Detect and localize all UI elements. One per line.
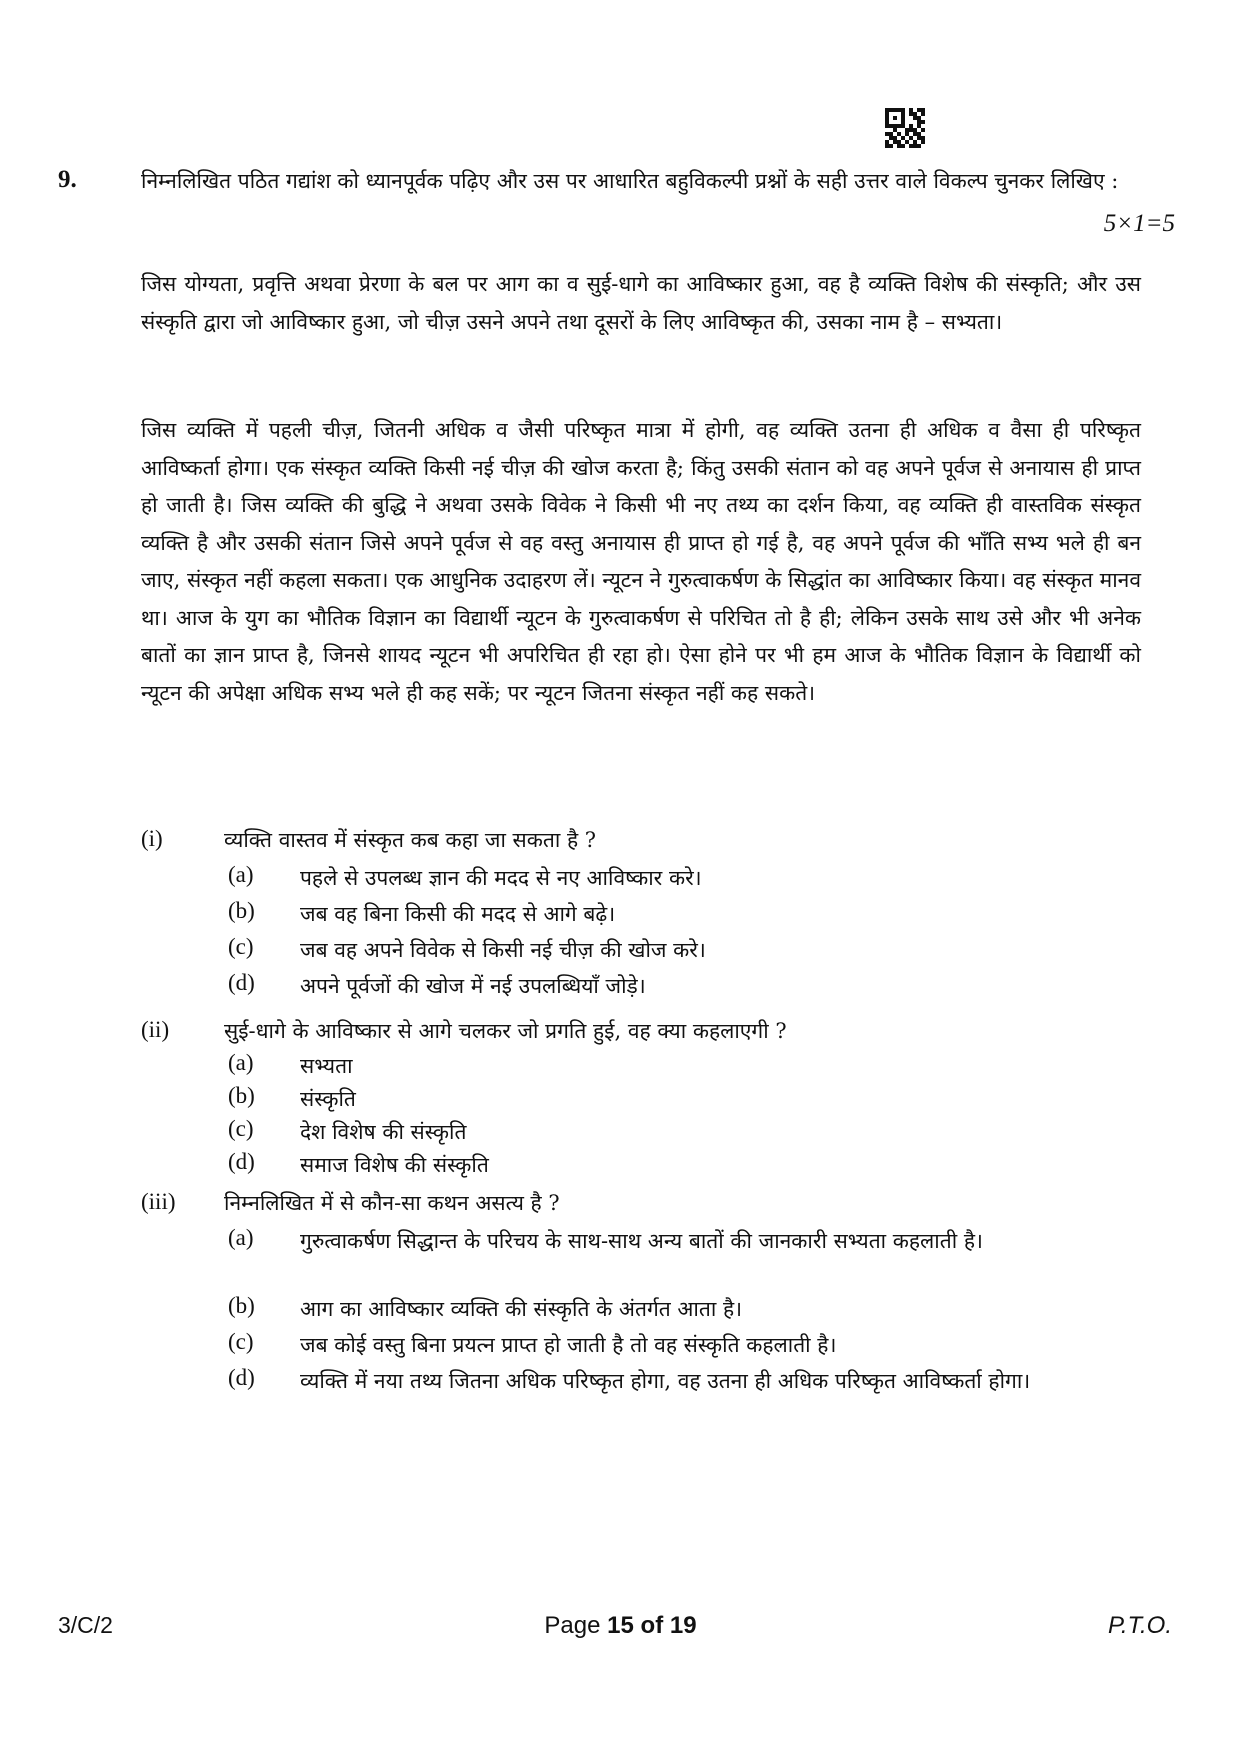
option-text: व्यक्ति में नया तथ्य जितना अधिक परिष्कृत होगा, वह उतना ही अधिक परिष्कृत आविष्कर्ता होगा।: [300, 1369, 1031, 1393]
option-text: जब कोई वस्तु बिना प्रयत्न प्राप्त हो जाती है तो वह संस्कृति कहलाती है।: [300, 1333, 837, 1357]
option-label: (c): [228, 1329, 254, 1354]
subquestion-stem: निम्नलिखित में से कौन-सा कथन असत्य है ?: [224, 1191, 560, 1215]
pto-label: P.T.O.: [1107, 1612, 1172, 1639]
subquestion-stem: सुई-धागे के आविष्कार से आगे चलकर जो प्रगति हुई, वह क्या कहलाएगी ?: [224, 1019, 787, 1043]
option-text: गुरुत्वाकर्षण सिद्धान्त के परिचय के साथ-साथ अन्य बातों की जानकारी सभ्यता कहलाती है।: [300, 1229, 983, 1253]
option-label: (d): [228, 1365, 255, 1390]
option-text: संस्कृति: [300, 1087, 356, 1111]
subquestion-stem: व्यक्ति वास्तव में संस्कृत कब कहा जा सकता है ?: [224, 828, 597, 852]
option-label: (b): [228, 1083, 255, 1108]
option-text: अपने पूर्वजों की खोज में नई उपलब्धियाँ जोड़े।: [300, 974, 646, 998]
page-current: 15: [607, 1612, 634, 1639]
page-total: 19: [669, 1612, 697, 1639]
option-text: सभ्यता: [300, 1054, 353, 1078]
question-marks: 5×1=5: [1103, 210, 1175, 237]
paper-code: 3/C/2: [58, 1612, 113, 1638]
option-text: जब वह बिना किसी की मदद से आगे बढ़े।: [300, 902, 616, 926]
subquestion-number: (ii): [141, 1017, 170, 1042]
option-label: (d): [228, 1149, 255, 1174]
option-label: (c): [228, 1116, 254, 1141]
option-text: पहले से उपलब्ध ज्ञान की मदद से नए आविष्कार करे।: [300, 866, 702, 890]
passage-paragraph: जिस योग्यता, प्रवृत्ति अथवा प्रेरणा के बल पर आग का व सुई-धागे का आविष्कार हुआ, वह है व्यक्ति विशेष की संस्कृति; और उस संस्कृति द्वारा जो आविष्कार हुआ, जो चीज़ उसने अपने तथा दूसरों के लिए आविष्कृत की, उसका नाम है – सभ्यता।: [141, 272, 1141, 334]
subquestion-number: (iii): [141, 1189, 176, 1214]
passage-paragraph: जिस व्यक्ति में पहली चीज़, जितनी अधिक व जैसी परिष्कृत मात्रा में होगी, वह व्यक्ति उतना ही अधिक व वैसा ही परिष्कृत आविष्कर्ता होगा। एक संस्कृत व्यक्ति किसी नई चीज़ की खोज करता है; किंतु उसकी संतान को वह अपने पूर्वज से अनायास ही प्राप्त हो जाती है। जिस व्यक्ति की बुद्धि ने अथवा उसके विवेक ने किसी भी नए तथ्य का दर्शन किया, वह व्यक्ति ही वास्तविक संस्कृत व्यक्ति है और उसकी संतान जिसे अपने पूर्वज से वह वस्तु अनायास ही प्राप्त हो गई है, वह अपने पूर्वज की भाँति सभ्य भले ही बन जाए, संस्कृत नहीं कहला सकता। एक आधुनिक उदाहरण लें। न्यूटन ने गुरुत्वाकर्षण के सिद्धांत का आविष्कार किया। वह संस्कृत मानव था। आज के युग का भौतिक विज्ञान का विद्यार्थी न्यूटन के गुरुत्वाकर्षण से परिचित तो है ही; लेकिन उसके साथ उसे और भी अनेक बातों का ज्ञान प्राप्त है, जिनसे शायद न्यूटन भी अपरिचित ही रहा हो। ऐसा होने पर भी हम आज के भौतिक विज्ञान के विद्यार्थी को न्यूटन की अपेक्षा अधिक सभ्य भले ही कह सकें; पर न्यूटन जितना संस्कृत नहीं कह सकते।: [141, 418, 1141, 705]
option-text: देश विशेष की संस्कृति: [300, 1120, 467, 1144]
page-indicator: [0, 1612, 1241, 1640]
page-prefix: Page: [544, 1612, 601, 1639]
option-label: (a): [228, 862, 254, 887]
qr-code-icon: [885, 108, 925, 148]
subquestion-number: (i): [141, 826, 163, 851]
option-label: (d): [228, 970, 255, 995]
option-text: समाज विशेष की संस्कृति: [300, 1153, 489, 1177]
option-label: (a): [228, 1225, 254, 1250]
option-label: (c): [228, 934, 254, 959]
option-label: (b): [228, 898, 255, 923]
option-label: (a): [228, 1050, 254, 1075]
option-label: (b): [228, 1293, 255, 1318]
option-text: जब वह अपने विवेक से किसी नई चीज़ की खोज करे।: [300, 938, 706, 962]
page-of: of: [640, 1612, 664, 1639]
question-number: 9.: [58, 166, 77, 193]
question-instruction: निम्नलिखित पठित गद्यांश को ध्यानपूर्वक पढ़िए और उस पर आधारित बहुविकल्पी प्रश्नों के सही उत्तर वाले विकल्प चुनकर लिखिए :: [141, 169, 1119, 193]
option-text: आग का आविष्कार व्यक्ति की संस्कृति के अंतर्गत आता है।: [300, 1297, 743, 1321]
